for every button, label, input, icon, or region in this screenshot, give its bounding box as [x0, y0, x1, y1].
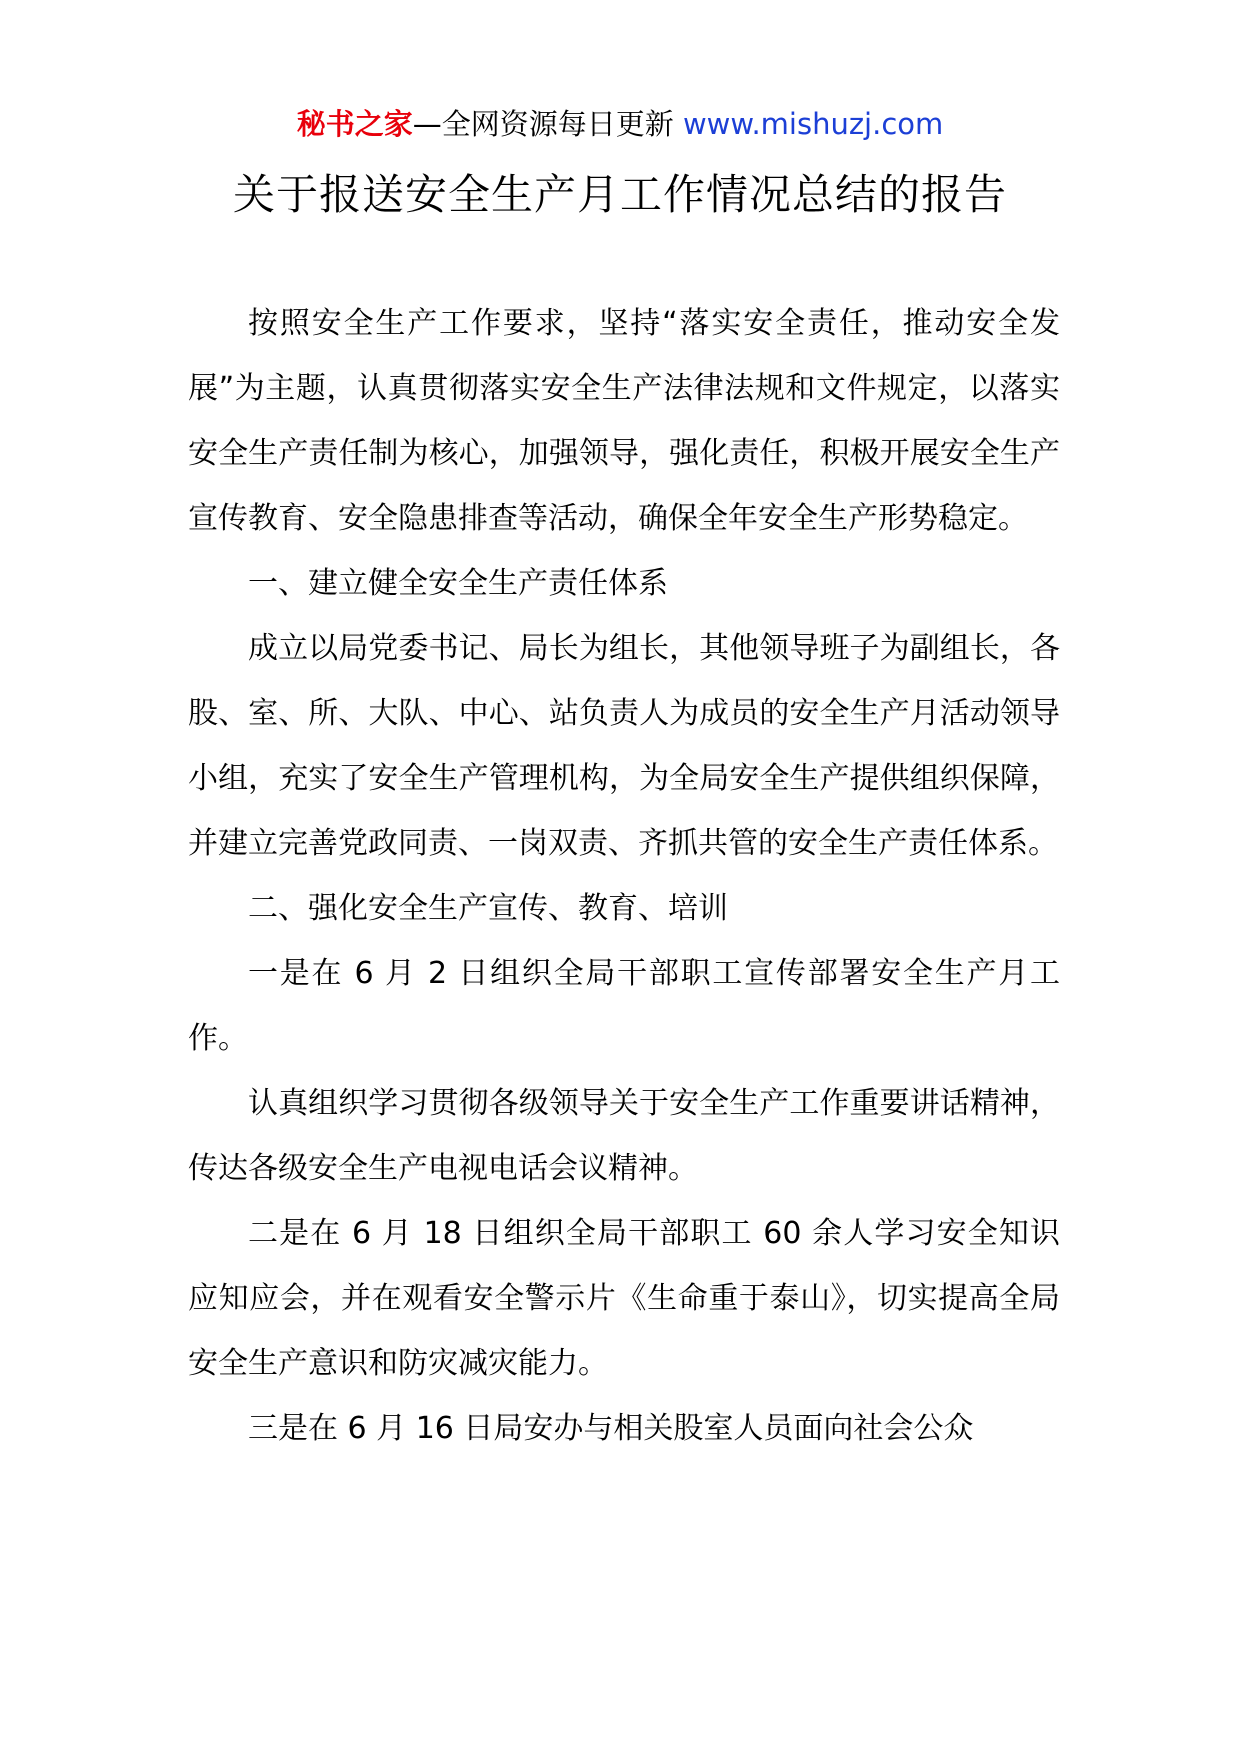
paragraph-study: 认真组织学习贯彻各级领导关于安全生产工作重要讲话精神，传达各级安全生产电视电话会议精神。: [188, 1086, 1060, 1186]
paragraph-item-2: 二是在 6 月 18 日组织全局干部职工 60 余人学习安全知识应知应会，并在观看安全警示片《生命重于泰山》，切实提高全局安全生产意识和防灾减灾能力。: [188, 1216, 1060, 1381]
site-url[interactable]: www.mishuzj.com: [682, 107, 944, 141]
paragraph-item-1: 一是在 6 月 2 日组织全局干部职工宣传部署安全生产月工作。: [188, 956, 1060, 1056]
brand-name: 秘书之家: [296, 107, 413, 141]
site-banner: [0, 100, 1240, 148]
paragraph-responsibility: 成立以局党委书记、局长为组长，其他领导班子为副组长，各股、室、所、大队、中心、站负责人为成员的安全生产月活动领导小组，充实了安全生产管理机构，为全局安全生产提供组织保障，并建立完善党政同责、一岗双责、齐抓共管的安全生产责任体系。: [188, 631, 1060, 861]
paragraph-item-3: 三是在 6 月 16 日局安办与相关股室人员面向社会公众: [248, 1411, 974, 1446]
document-title: 关于报送安全生产月工作情况总结的报告: [232, 170, 1007, 219]
section-heading-2: 二、强化安全生产宣传、教育、培训: [248, 891, 728, 926]
section-heading-1: 一、建立健全安全生产责任体系: [248, 566, 668, 601]
banner-tagline: —全网资源每日更新: [412, 107, 683, 141]
document-body: [188, 291, 1060, 1461]
paragraph-intro: 按照安全生产工作要求，坚持“落实安全责任，推动安全发展”为主题，认真贯彻落实安全生产法律法规和文件规定，以落实安全生产责任制为核心，加强领导，强化责任，积极开展安全生产宣传教育、安全隐患排查等活动，确保全年安全生产形势稳定。: [188, 306, 1060, 536]
